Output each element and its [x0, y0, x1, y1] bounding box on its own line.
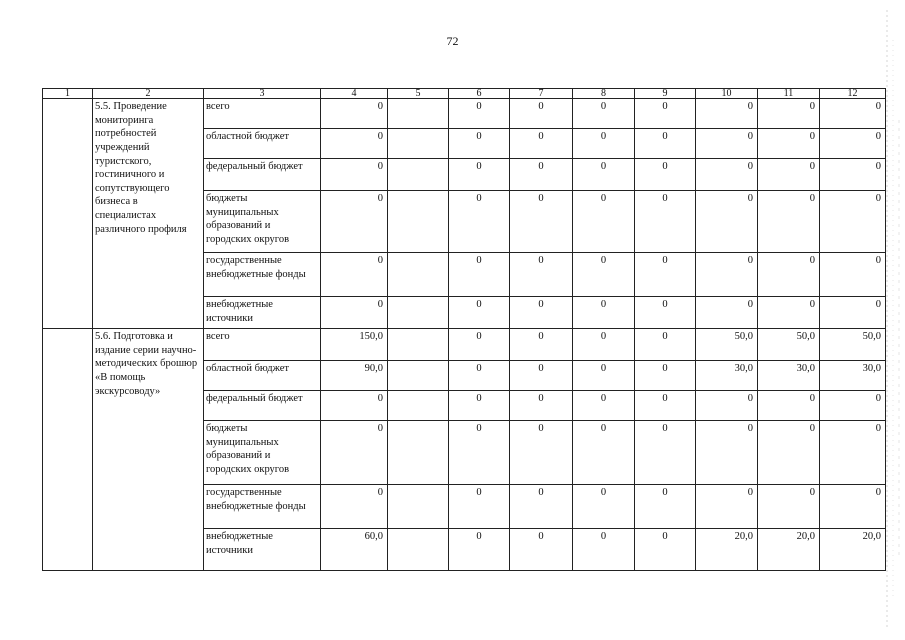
- funding-source-cell: внебюджетные источники: [204, 297, 321, 329]
- page-number: 72: [446, 34, 459, 48]
- header-cell: 1: [43, 89, 93, 99]
- value-cell-c12: 0: [820, 485, 886, 529]
- value-cell-c10: 0: [696, 159, 758, 191]
- value-cell-c12: 0: [820, 391, 886, 421]
- value-cell-c12: 0: [820, 421, 886, 485]
- value-cell-c7: 0: [510, 485, 573, 529]
- value-cell-c9: 0: [635, 191, 696, 253]
- value-cell-c7: 0: [510, 297, 573, 329]
- value-cell-c5: [388, 485, 449, 529]
- funding-source-cell: всего: [204, 99, 321, 129]
- value-cell-c8: 0: [573, 421, 635, 485]
- value-cell-c7: 0: [510, 99, 573, 129]
- value-cell-c12: 0: [820, 191, 886, 253]
- value-cell-c11: 50,0: [758, 329, 820, 361]
- value-cell-c8: 0: [573, 159, 635, 191]
- value-cell-c6: 0: [449, 253, 510, 297]
- header-cell: 11: [758, 89, 820, 99]
- value-cell-c6: 0: [449, 99, 510, 129]
- measures-body: [43, 99, 886, 571]
- value-cell-c8: 0: [573, 529, 635, 571]
- value-cell-c7: 0: [510, 421, 573, 485]
- header-cell: 3: [204, 89, 321, 99]
- value-cell-c4: 0: [321, 191, 388, 253]
- value-cell-c10: 0: [696, 129, 758, 159]
- value-cell-c10: 30,0: [696, 361, 758, 391]
- value-cell-c4: 150,0: [321, 329, 388, 361]
- value-cell-c8: 0: [573, 391, 635, 421]
- value-cell-c5: [388, 191, 449, 253]
- value-cell-c7: 0: [510, 159, 573, 191]
- value-cell-c6: 0: [449, 159, 510, 191]
- header-cell: 6: [449, 89, 510, 99]
- value-cell-c6: 0: [449, 421, 510, 485]
- value-cell-c10: 0: [696, 421, 758, 485]
- value-cell-c4: 0: [321, 129, 388, 159]
- value-cell-c11: 0: [758, 129, 820, 159]
- funding-source-cell: бюджеты муниципальных образований и городских округов: [204, 421, 321, 485]
- value-cell-c9: 0: [635, 297, 696, 329]
- value-cell-c6: 0: [449, 329, 510, 361]
- value-cell-c6: 0: [449, 485, 510, 529]
- value-cell-c12: 0: [820, 129, 886, 159]
- value-cell-c10: 0: [696, 297, 758, 329]
- value-cell-c7: 0: [510, 329, 573, 361]
- value-cell-c7: 0: [510, 191, 573, 253]
- funding-source-cell: всего: [204, 329, 321, 361]
- value-cell-c6: 0: [449, 191, 510, 253]
- value-cell-c6: 0: [449, 361, 510, 391]
- value-cell-c5: [388, 159, 449, 191]
- value-cell-c11: 0: [758, 297, 820, 329]
- value-cell-c12: 0: [820, 253, 886, 297]
- header-cell: 9: [635, 89, 696, 99]
- value-cell-c11: 20,0: [758, 529, 820, 571]
- value-cell-c6: 0: [449, 391, 510, 421]
- table-row: [43, 329, 886, 361]
- value-cell-c11: 0: [758, 253, 820, 297]
- value-cell-c10: 0: [696, 391, 758, 421]
- value-cell-c11: 0: [758, 421, 820, 485]
- value-cell-c5: [388, 129, 449, 159]
- value-cell-c10: 50,0: [696, 329, 758, 361]
- value-cell-c11: 0: [758, 159, 820, 191]
- value-cell-c12: 50,0: [820, 329, 886, 361]
- value-cell-c7: 0: [510, 391, 573, 421]
- value-cell-c9: 0: [635, 253, 696, 297]
- budget-table: [42, 88, 886, 571]
- measure-title-cell: 5.6. Подготовка и издание серии научно-методических брошюр «В помощь экскурсоводу»: [93, 329, 204, 571]
- value-cell-c7: 0: [510, 129, 573, 159]
- header-cell: 10: [696, 89, 758, 99]
- row-number-cell: [43, 329, 93, 571]
- value-cell-c11: 0: [758, 99, 820, 129]
- value-cell-c12: 30,0: [820, 361, 886, 391]
- value-cell-c4: 0: [321, 99, 388, 129]
- value-cell-c4: 0: [321, 485, 388, 529]
- funding-source-cell: федеральный бюджет: [204, 159, 321, 191]
- value-cell-c8: 0: [573, 329, 635, 361]
- value-cell-c10: 0: [696, 485, 758, 529]
- value-cell-c9: 0: [635, 129, 696, 159]
- measure-title-cell: 5.5. Проведение мониторинга потребностей учреждений туристского, гостиничного и сопутствующего бизнеса в специалистах различного профиля: [93, 99, 204, 329]
- value-cell-c12: 20,0: [820, 529, 886, 571]
- value-cell-c5: [388, 529, 449, 571]
- value-cell-c6: 0: [449, 297, 510, 329]
- value-cell-c5: [388, 361, 449, 391]
- value-cell-c5: [388, 421, 449, 485]
- value-cell-c9: 0: [635, 485, 696, 529]
- funding-source-cell: государственные внебюджетные фонды: [204, 485, 321, 529]
- value-cell-c5: [388, 99, 449, 129]
- value-cell-c6: 0: [449, 529, 510, 571]
- value-cell-c11: 0: [758, 485, 820, 529]
- value-cell-c11: 0: [758, 191, 820, 253]
- row-number-cell: [43, 99, 93, 329]
- value-cell-c4: 0: [321, 159, 388, 191]
- scan-edge-artifact: [875, 0, 905, 640]
- value-cell-c8: 0: [573, 129, 635, 159]
- header-cell: 2: [93, 89, 204, 99]
- value-cell-c8: 0: [573, 297, 635, 329]
- value-cell-c4: 0: [321, 253, 388, 297]
- value-cell-c4: 0: [321, 421, 388, 485]
- table-row: [43, 99, 886, 129]
- funding-source-cell: государственные внебюджетные фонды: [204, 253, 321, 297]
- value-cell-c8: 0: [573, 99, 635, 129]
- value-cell-c4: 0: [321, 297, 388, 329]
- value-cell-c10: 0: [696, 191, 758, 253]
- header-cell: 8: [573, 89, 635, 99]
- value-cell-c8: 0: [573, 361, 635, 391]
- value-cell-c10: 0: [696, 99, 758, 129]
- funding-source-cell: областной бюджет: [204, 361, 321, 391]
- value-cell-c12: 0: [820, 297, 886, 329]
- header-cell: 12: [820, 89, 886, 99]
- value-cell-c9: 0: [635, 391, 696, 421]
- value-cell-c7: 0: [510, 253, 573, 297]
- value-cell-c9: 0: [635, 529, 696, 571]
- value-cell-c9: 0: [635, 329, 696, 361]
- value-cell-c9: 0: [635, 99, 696, 129]
- value-cell-c5: [388, 253, 449, 297]
- column-number-row: [43, 89, 886, 99]
- value-cell-c5: [388, 297, 449, 329]
- value-cell-c8: 0: [573, 485, 635, 529]
- value-cell-c12: 0: [820, 99, 886, 129]
- header-cell: 4: [321, 89, 388, 99]
- value-cell-c5: [388, 329, 449, 361]
- value-cell-c10: 0: [696, 253, 758, 297]
- value-cell-c10: 20,0: [696, 529, 758, 571]
- value-cell-c12: 0: [820, 159, 886, 191]
- value-cell-c5: [388, 391, 449, 421]
- value-cell-c4: 60,0: [321, 529, 388, 571]
- funding-source-cell: областной бюджет: [204, 129, 321, 159]
- header-cell: 7: [510, 89, 573, 99]
- value-cell-c7: 0: [510, 361, 573, 391]
- value-cell-c6: 0: [449, 129, 510, 159]
- value-cell-c4: 90,0: [321, 361, 388, 391]
- value-cell-c9: 0: [635, 421, 696, 485]
- funding-source-cell: бюджеты муниципальных образований и городских округов: [204, 191, 321, 253]
- value-cell-c7: 0: [510, 529, 573, 571]
- funding-source-cell: федеральный бюджет: [204, 391, 321, 421]
- value-cell-c9: 0: [635, 159, 696, 191]
- value-cell-c11: 0: [758, 391, 820, 421]
- funding-source-cell: внебюджетные источники: [204, 529, 321, 571]
- value-cell-c8: 0: [573, 253, 635, 297]
- value-cell-c4: 0: [321, 391, 388, 421]
- value-cell-c8: 0: [573, 191, 635, 253]
- header-cell: 5: [388, 89, 449, 99]
- value-cell-c9: 0: [635, 361, 696, 391]
- value-cell-c11: 30,0: [758, 361, 820, 391]
